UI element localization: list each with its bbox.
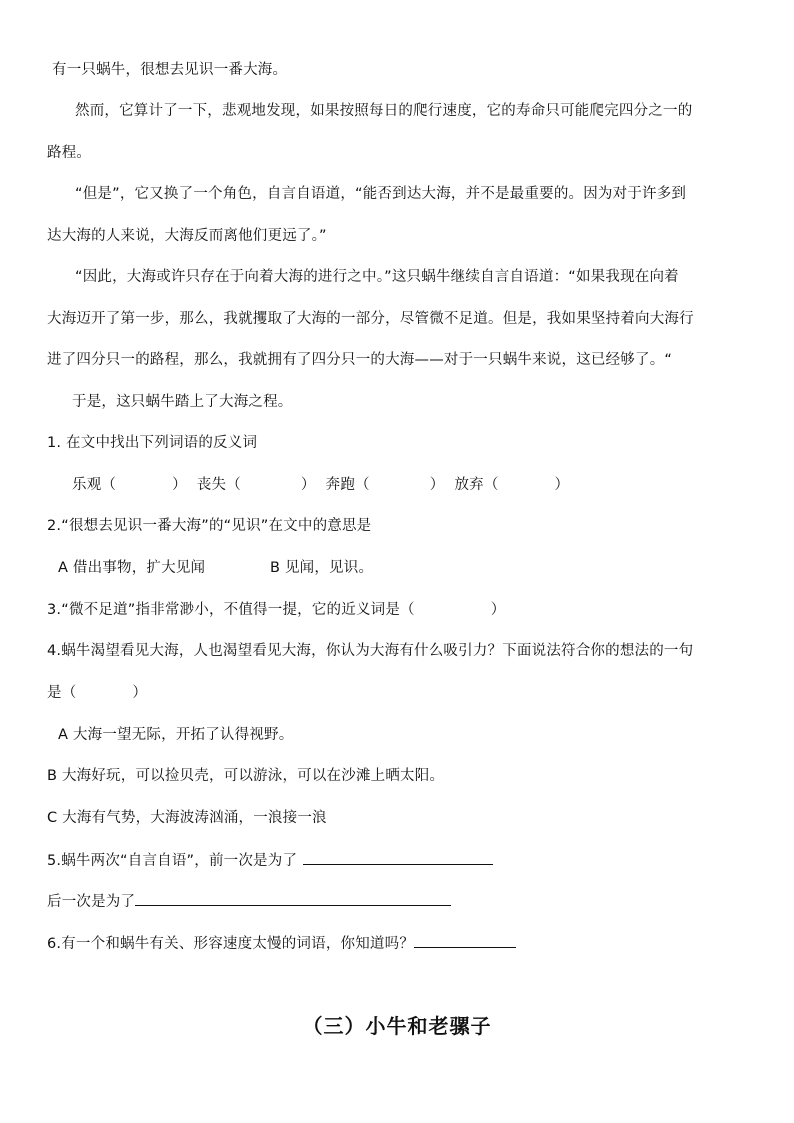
passage-paragraph-1: 有一只蜗牛，很想去见识一番大海。 xyxy=(52,62,288,78)
answer-line[interactable] xyxy=(414,933,516,948)
question-2-option-a: A 借出事物，扩大见闻 xyxy=(58,560,206,576)
antonym-item-run: 奔跑（ xyxy=(325,477,370,493)
answer-line[interactable] xyxy=(135,891,451,906)
question-1: 1. 在文中找出下列词语的反义词 xyxy=(47,435,258,451)
question-5-line-1 xyxy=(47,850,493,871)
question-4-prompt: 是（ xyxy=(47,685,77,701)
bracket-close: ） xyxy=(429,477,445,493)
question-4-line-1: 4.蜗牛渴望看见大海，人也渴望看见大海，你认为大海有什么吸引力？下面说法符合你的想法的一句 xyxy=(47,643,694,659)
question-6 xyxy=(47,933,516,954)
bracket-close: ） xyxy=(554,477,570,493)
question-4-option-b: B 大海好玩，可以捡贝壳，可以游泳，可以在沙滩上晒太阳。 xyxy=(47,768,445,784)
question-5-prompt-2: 后一次是为了 xyxy=(47,894,136,910)
antonym-item-give-up: 放弃（ xyxy=(454,477,499,493)
question-4-option-c: C 大海有气势，大海波涛汹涌，一浪接一浪 xyxy=(47,810,327,826)
section-title: （三）小牛和老骡子 xyxy=(302,1014,492,1038)
answer-line[interactable] xyxy=(303,850,493,865)
passage-paragraph-2-line-2: 路程。 xyxy=(47,145,92,161)
question-3-text: 3.“微不足道”指非常渺小，不值得一提，它的近义词是（ xyxy=(47,602,415,618)
question-6-prompt: 6.有一个和蜗牛有关、形容速度太慢的词语，你知道吗？ xyxy=(47,936,415,952)
question-5-prompt-1: 5.蜗牛两次“自言自语”，前一次是为了 xyxy=(47,853,298,869)
question-4-option-a: A 大海一望无际，开拓了认得视野。 xyxy=(58,727,294,743)
passage-paragraph-3-line-1: “但是”，它又换了一个角色，自言自语道，“能否到达大海，并不是最重要的。因为对于许多到 xyxy=(75,186,687,202)
passage-paragraph-2-line-1: 然而，它算计了一下，悲观地发现，如果按照每日的爬行速度，它的寿命只可能爬完四分之一的 xyxy=(75,103,693,119)
bracket-close: ） xyxy=(172,477,187,493)
question-5-line-2 xyxy=(47,891,451,912)
question-2-option-b: B 见闻，见识。 xyxy=(270,560,374,576)
question-1-items xyxy=(72,475,569,495)
question-2: 2.“很想去见识一番大海”的“见识”在文中的意思是 xyxy=(47,518,372,534)
bracket-close: ） xyxy=(300,477,316,493)
bracket-close: ） xyxy=(490,602,506,618)
question-4-line-2 xyxy=(47,683,147,703)
passage-paragraph-4-line-2: 大海迈开了第一步，那么，我就攫取了大海的一部分，尽管微不足道。但是，我如果坚持着向大海行 xyxy=(47,311,694,327)
bracket-close: ） xyxy=(132,685,148,701)
passage-paragraph-3-line-2: 达大海的人来说，大海反而离他们更远了。” xyxy=(47,228,327,244)
antonym-item-lose: 丧失（ xyxy=(196,477,241,493)
question-3 xyxy=(47,600,505,620)
passage-paragraph-4-line-3: 进了四分只一的路程，那么，我就拥有了四分只一的大海——对于一只蜗牛来说，这已经够了。“ xyxy=(47,352,673,368)
antonym-item-optimistic: 乐观（ xyxy=(72,477,117,493)
passage-paragraph-4-line-1: “因此，大海或许只存在于向着大海的进行之中。”这只蜗牛继续自言自语道：“如果我现在向着 xyxy=(75,269,679,285)
passage-paragraph-5: 于是，这只蜗牛踏上了大海之程。 xyxy=(72,394,293,410)
